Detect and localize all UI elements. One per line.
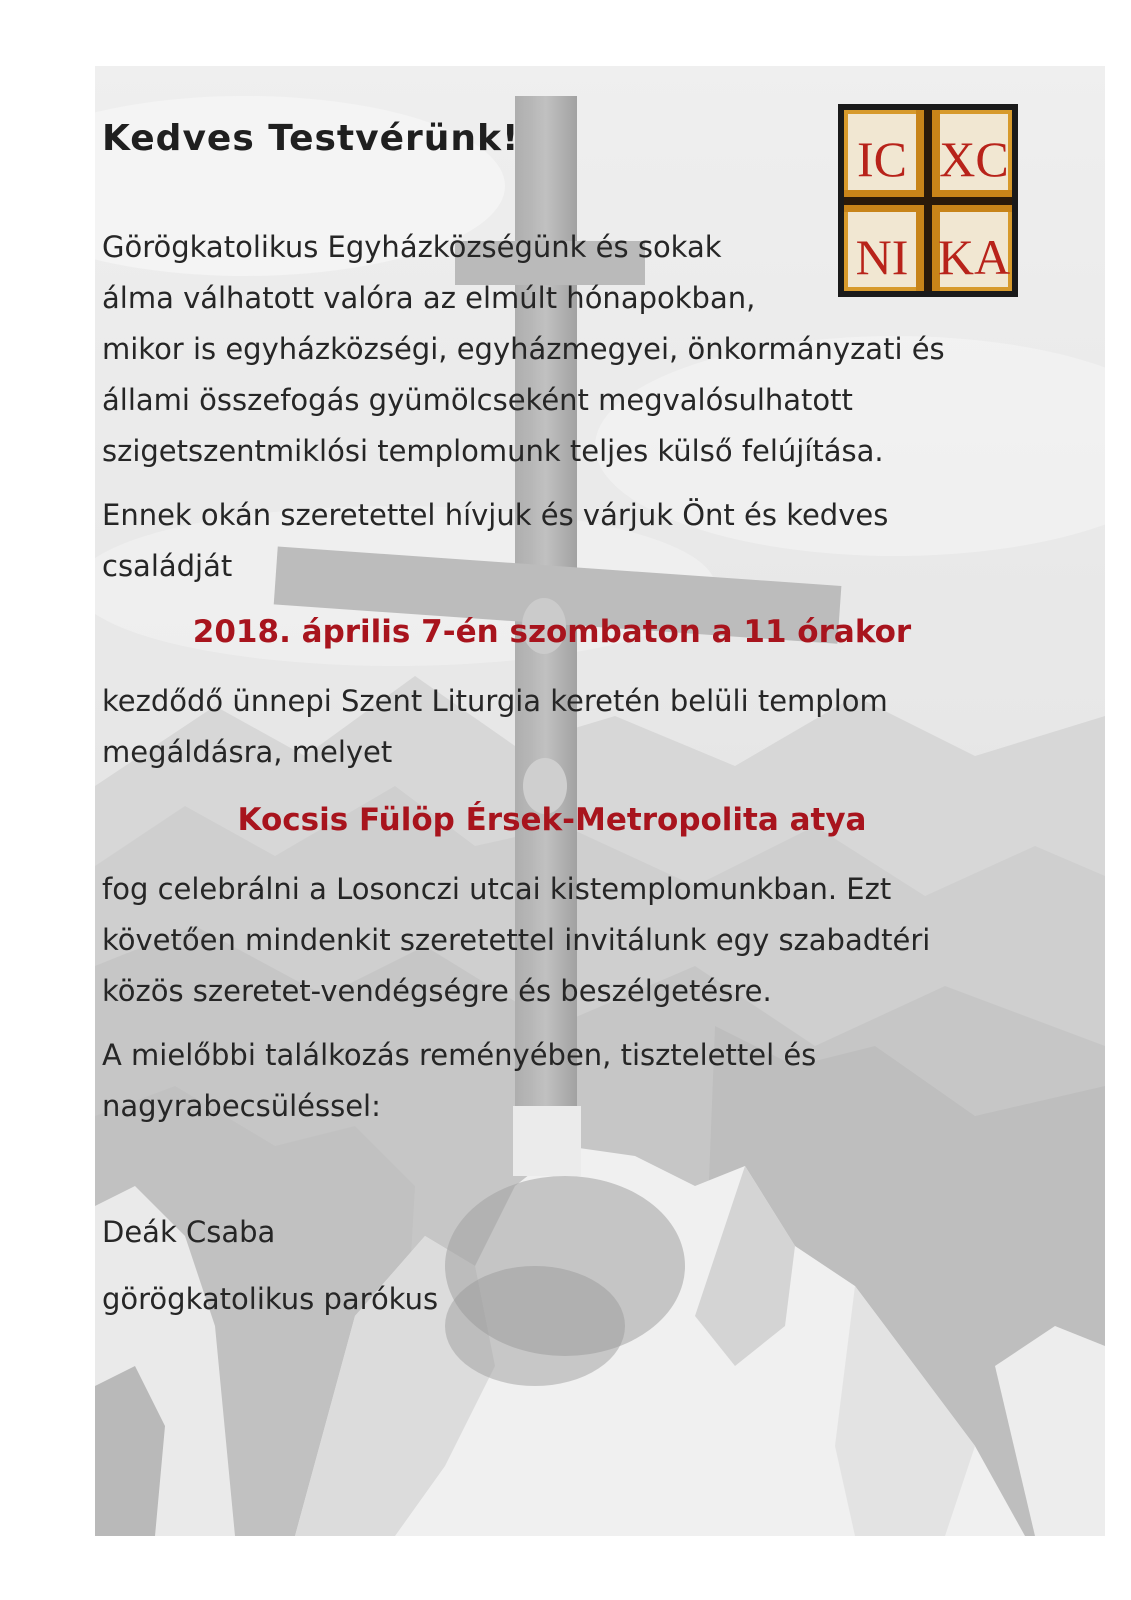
text-line: közös szeretet-vendégségre és beszélgetésre. [102,974,772,1008]
text-line: A mielőbbi találkozás reményében, tisztelettel és [102,1038,817,1072]
signature-title: görögkatolikus parókus [102,1282,439,1316]
text-line: fog celebrálni a Losonczi utcai kistemplomunkban. Ezt [102,872,892,906]
greeting-heading: Kedves Testvérünk! [102,118,520,159]
text-line: Görögkatolikus Egyházközségünk és sokak [102,230,722,264]
icon-letters-ic: IC [857,131,907,187]
text-line: megáldásra, melyet [102,735,393,769]
paragraph-intro [102,222,1002,477]
paragraph-liturgy [102,676,1002,778]
text-line: szigetszentmiklósi templomunk teljes külső felújítása. [102,434,884,468]
celebrant-name: Kocsis Fülöp Érsek-Metropolita atya [237,802,867,838]
text-line: családját [102,549,233,583]
icon-letters-ka: KA [937,229,1011,285]
paragraph-invitation [102,490,1002,592]
text-line: állami összefogás gyümölcseként megvalósulhatott [102,383,853,417]
icon-letters-xc: XC [939,131,1009,187]
icon-letters-ni: NI [855,229,909,285]
text-line: Ennek okán szeretettel hívjuk és várjuk Önt és kedves [102,498,889,532]
paragraph-closing [102,1030,1002,1132]
signature-name: Deák Csaba [102,1215,276,1249]
event-date: 2018. április 7-én szombaton a 11 órakor [192,614,912,650]
text-line: követően mindenkit szeretettel invitálunk egy szabadtéri [102,923,931,957]
paragraph-location [102,864,1002,1017]
text-line: mikor is egyházközségi, egyházmegyei, önkormányzati és [102,332,945,366]
text-line: nagyrabecsüléssel: [102,1089,381,1123]
text-line: álma válhatott valóra az elmúlt hónapokban, [102,281,756,315]
text-line: kezdődő ünnepi Szent Liturgia keretén belüli templom [102,684,888,718]
